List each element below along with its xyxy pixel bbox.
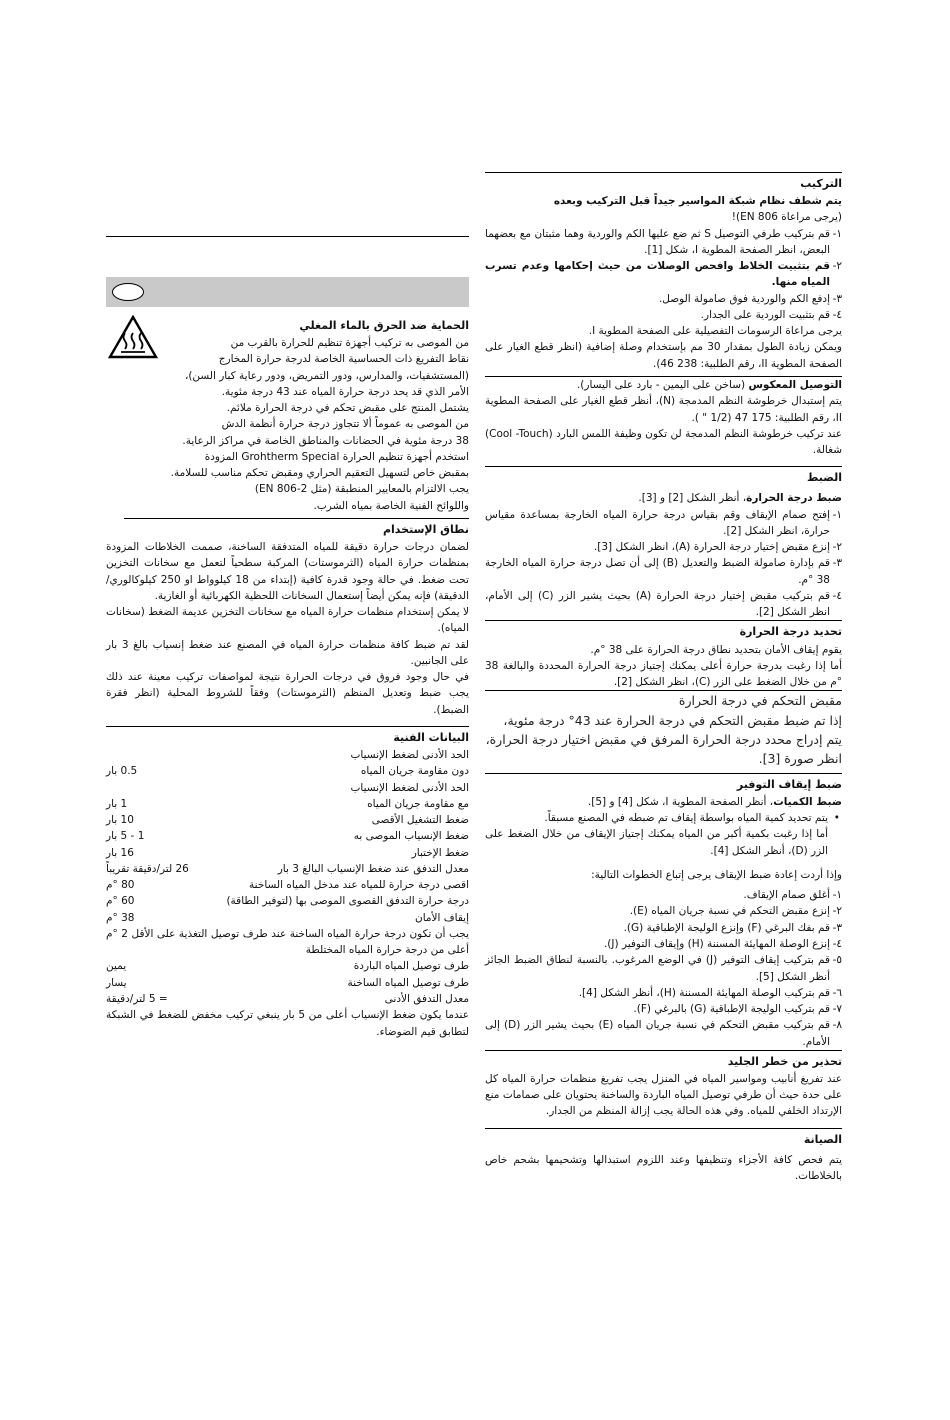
table-row: إيقاف الأمان 38 °م xyxy=(106,911,469,924)
reset-steps xyxy=(485,887,842,1050)
reset-intro: وإذا أردت إعادة ضبط الإيقاف يرجى إتباع الخطوات التالية: xyxy=(591,868,842,881)
list-item: ٦- قم بتركيب الوصلة المهايئة المسننة (H)، أنظر الشكل [4]. xyxy=(578,986,842,999)
divider xyxy=(485,773,842,774)
tech-heading: البيانات الفنية xyxy=(393,730,469,744)
tech-final-note: عندما يكون ضغط الإنسياب أعلى من 5 بار ينبغي تركيب مخفض للضغط في الشبكة لتطابق قيم الضوضاء. xyxy=(106,1009,469,1038)
scald-heading: الحماية ضد الحرق بالماء المغلي xyxy=(299,319,469,332)
table-row: ضغط الإختبار 16 بار xyxy=(106,846,469,859)
list-item: ١- قم بتركيب طرفي التوصيل S ثم ضع عليها الكم والوردية وهما مثبتان مع بعضهما البعض، انظر الصفحة المطوية I، شكل [1]. xyxy=(485,227,842,256)
scope-heading: نطاق الإستخدام xyxy=(382,522,469,536)
table-row: ضغط الإنسياب الموصى به 1 - 5 بار xyxy=(106,830,469,843)
limit-text-2: أما إذا رغبت بدرجة حرارة أعلى يمكنك إجتياز درجة الحرارة المحددة والبالغة 38 °م من خلال الضغط على الزر (C)، انظر الشكل [2]. xyxy=(485,659,842,689)
table-row: اقصى درجة حرارة للمياه عند مدخل المياه الساخنة 80 °م xyxy=(106,879,469,892)
divider xyxy=(106,726,469,727)
list-item: ٣- قم بإدارة صامولة الضبط والتعديل (B) إلى أن تصل درجة حرارة المياه الخارجة 38 °م. xyxy=(485,557,842,586)
install-extension: ويمكن زيادة الطول بمقدار 30 مم بإستخدام وصلة إضافية (انظر قطع الغيار على الصفحة المطوية II، رقم الطلبية: 238 46). xyxy=(485,341,842,370)
install-note: يرجى مراعاة الرسومات التفصيلية على الصفحة المطوية I. xyxy=(588,325,842,338)
maintenance-text: يتم فحص كافة الأجزاء وتنظيفها وعند اللزوم استبدالها وتشحيمها بشحم خاص بالخلاطات. xyxy=(485,1153,842,1182)
table-row: معدل التدفق عند ضغط الإنسياب البالغ 3 بار 26 لتر/دقيقة تقريباً xyxy=(106,862,469,875)
bullet-icon: • xyxy=(833,812,840,825)
list-item: ٥- قم بتركيب إيقاف التوفير (J) في الوضع المرغوب. بالنسبة لنطاق الضبط الجائز أنظر الشكل [5]. xyxy=(485,954,842,983)
list-item: ٧- قم بتركيب الوليجة الإطباقية (G) بالبرغي (F). xyxy=(633,1003,842,1016)
left-column xyxy=(106,236,469,1040)
flush-standard: (يرجى مراعاة EN 806)! xyxy=(731,211,842,224)
table-row: طرف توصيل المياه الساخنة يسار xyxy=(106,976,469,989)
scope-text-3: لقد تم ضبط كافة منظمات حرارة المياه في المصنع عند ضغط إنسياب بالغ 3 بار على الجانبين. xyxy=(106,638,469,667)
qty-heading: ضبط الكميات، أنظر الصفحة المطوية I، شكل [4] و [5]. xyxy=(587,795,842,808)
scope-text-2: لا يمكن إستخدام منظمات حرارة المياه مع سخانات التخزين عديمة الضغط (سخانات المياه). xyxy=(106,606,469,635)
qty-bullet: • يتم تحديد كمية المياه بواسطة إيقاف تم ضبطه في المصنع مسبقاً. أما إذا رغبت بكمية أكبر من المياه يمكنك إجتياز الإيقاف من خلال الضغط على الزر (D)، أنظر الشكل [4]. xyxy=(485,812,840,857)
divider xyxy=(485,172,842,173)
limit-heading: تحديد درجة الحرارة xyxy=(739,625,842,639)
right-column xyxy=(485,172,842,1184)
flush-warning: يتم شطف نظام شبكة المواسير جيداً قبل التركيب وبعده xyxy=(553,195,842,208)
install-steps xyxy=(485,226,842,324)
temp-heading: ضبط درجة الحرارة، أنظر الشكل [2] و [3]. xyxy=(638,492,842,505)
scope-text-1: لضمان درجات حرارة دقيقة للمياه المتدفقة الساخنة، صممت الخلاطات المزودة بمنظمات حرارة المياه (الثرموستات) المركبة سطحياً لتعمل مع سخانات التخزين تحت ضغط. في حالة وجود قدرة كافية (إبتداء من 18 كيلوواط او 250 كيلوكالوري/الدقيقة) فإنه يمكن أيضاً إستعمال السخانات اللحظية الكهربائية أو الغازية. xyxy=(106,541,469,602)
limit-text-1: يقوم إيقاف الأمان بتحديد نطاق درجة الحرارة على 38 °م. xyxy=(590,643,842,656)
list-item: ٤- قم بتثبيت الوردية على الجدار. xyxy=(700,308,842,321)
divider xyxy=(124,518,469,519)
scope-text-4: في حال وجود فروق في درجات الحرارة نتيجة لمواصفات تركيب معينة عند ذلك يجب ضبط وتعديل المنظم (الثرموستات) وفقاً للشروط المحلية (انظر فقرة الضبط). xyxy=(106,671,469,716)
table-row: طرف توصيل المياه الباردة يمين xyxy=(106,960,469,973)
list-item: ٣- إدفع الكم والوردية فوق صامولة الوصل. xyxy=(658,292,842,305)
divider xyxy=(485,620,842,621)
list-item: ٢- إنزع مقبض إختيار درجة الحرارة (A)، انظر الشكل [3]. xyxy=(593,541,842,554)
list-item: ٤- إنزع الوصلة المهايئة المسننة (H) وإيقاف التوفير (J). xyxy=(603,937,842,950)
temp-steps xyxy=(485,507,842,621)
installation-heading: التركيب xyxy=(800,177,842,190)
table-row: مع مقاومة جريان المياه 1 بار xyxy=(106,797,469,810)
table-row: الحد الأدنى لضغط الإنسياب xyxy=(350,748,469,761)
table-row: ضغط التشغيل الأقصى 10 بار xyxy=(106,814,469,827)
tech-table-2 xyxy=(106,958,469,1007)
list-item: ١- إفتح صمام الإيقاف وقم بقياس درجة حرارة المياه الخارجة بمساعدة مقياس حرارة، انظر الشكل [2]. xyxy=(485,508,842,537)
tech-table xyxy=(106,747,469,926)
table-row: دون مقاومة جريان المياه 0.5 بار xyxy=(106,765,469,778)
divider xyxy=(485,466,842,467)
tech-note: يجب أن تكون درجة حرارة المياه الساخنة عند طرف توصيل التغذية على الأقل 2 °م أعلى من درجة حرارة المياه المختلطة xyxy=(106,927,470,957)
table-row: معدل التدفق الأدنى = 5 لتر/دقيقة xyxy=(106,992,469,1005)
eco-heading: ضبط إيقاف التوفير xyxy=(736,777,842,791)
list-item: ٢- قم بتثبيت الخلاط وافحص الوصلات من حيث إحكامها وعدم تسرب المياه منها. xyxy=(485,260,842,289)
symbol-bar xyxy=(106,277,469,307)
table-row: درجة حرارة التدفق القصوى الموصى بها (لتوفير الطاقة) 60 °م xyxy=(106,895,469,908)
scald-warning xyxy=(106,315,469,514)
list-item: ٤- قم بتركيب مقبض إختيار درجة الحرارة (A) بحيث يشير الزر (C) إلى الأمام، انظر الشكل [2]. xyxy=(485,589,842,619)
hot-surface-warning-icon xyxy=(106,315,158,514)
frost-text: عند تفريغ أنابيب ومواسير المياه في المنزل يجب تفريغ منظمات حرارة المياه كل على حدة حيث أن طرفي توصيل المياه الباردة والساخنة يحتويان على صمامات منع الإرتداد الخلفي للمياه. وفي هذه الحالة يجب إزالة المنظم من الجدار. xyxy=(485,1072,842,1118)
handle-text: إذا تم ضبط مقبض التحكم في درجة الحرارة عند 43° درجة مئوية، يتم إدراج محدد درجة الحرارة المرفق في مقبض اختيار درجة الحرارة، انظر صورة [3]. xyxy=(485,712,842,767)
list-item: ٨- قم بتركيب مقبض التحكم في نسبة جريان المياه (E) بحيث يشير الزر (D) إلى الأمام. xyxy=(485,1019,842,1048)
divider xyxy=(485,1128,842,1129)
divider xyxy=(106,236,469,237)
frost-heading: تحذير من خطر الجليد xyxy=(727,1054,842,1068)
table-row: الحد الأدنى لضغط الإنسياب xyxy=(350,781,469,794)
reverse-connection: التوصيل المعكوس (ساخن على اليمين - بارد على اليسار). xyxy=(576,378,842,391)
handle-heading: مقبض التحكم في درجة الحرارة xyxy=(678,693,842,709)
scald-text: الحماية ضد الحرق بالماء المغلي من الموصى به تركيب أجهزة تنظيم للحرارة بالقرب من نقاط التفريغ ذات الحساسية الخاصة لدرجة حرارة المخارج (المستشفيات، والمدارس، ودور التمريض، ودور رعاية كبار السن)، الأمر الذي قد يحد درجة حرارة المياه عند 43 درجة مئوية. يشتمل المنتج على مقبض تحكم في درجة الحرارة ملائم. من الموصى به عموماً ألا تتجاوز درجة حرارة أنظمة الدش 38 درجة مئوية في الحضانات والمناطق الخاصة في مراكز الرعاية. استخدم أجهزة تنظيم الحرارة Grohtherm Special المزودة بمقبض خاص لتسهيل التعقيم الحراري ومقبض تحكم مناسب للسلامة. يجب الالتزام بالمعايير المنطبقة (مثل EN 806-2) واللوائح الفنية الخاصة بمياه الشرب. xyxy=(166,315,469,514)
oval-symbol-icon xyxy=(112,283,144,301)
list-item: ٢- إنزع مقبض التحكم في نسبة جريان المياه (E). xyxy=(629,905,842,918)
divider xyxy=(485,1050,842,1051)
adjust-heading: الضبط xyxy=(806,471,842,485)
maintenance-heading: الصيانة xyxy=(803,1132,842,1146)
list-item: ١- أغلق صمام الإيقاف. xyxy=(743,889,842,902)
reverse-text: يتم إستبدال خرطوشة النظم المدمجة (N)، أنظر قطع الغيار على الصفحة المطوية II، رقم الطلبية: 175 47 (1/2 " ). xyxy=(485,395,842,424)
cool-touch-note: عند تركيب خرطوشة النظم المدمجة لن تكون وظيفة اللمس البارد (Cool -Touch) شغالة. xyxy=(485,427,842,457)
list-item: ٣- قم بفك البرغي (F) وإنزع الوليجة الإطباقية (G). xyxy=(623,921,842,934)
